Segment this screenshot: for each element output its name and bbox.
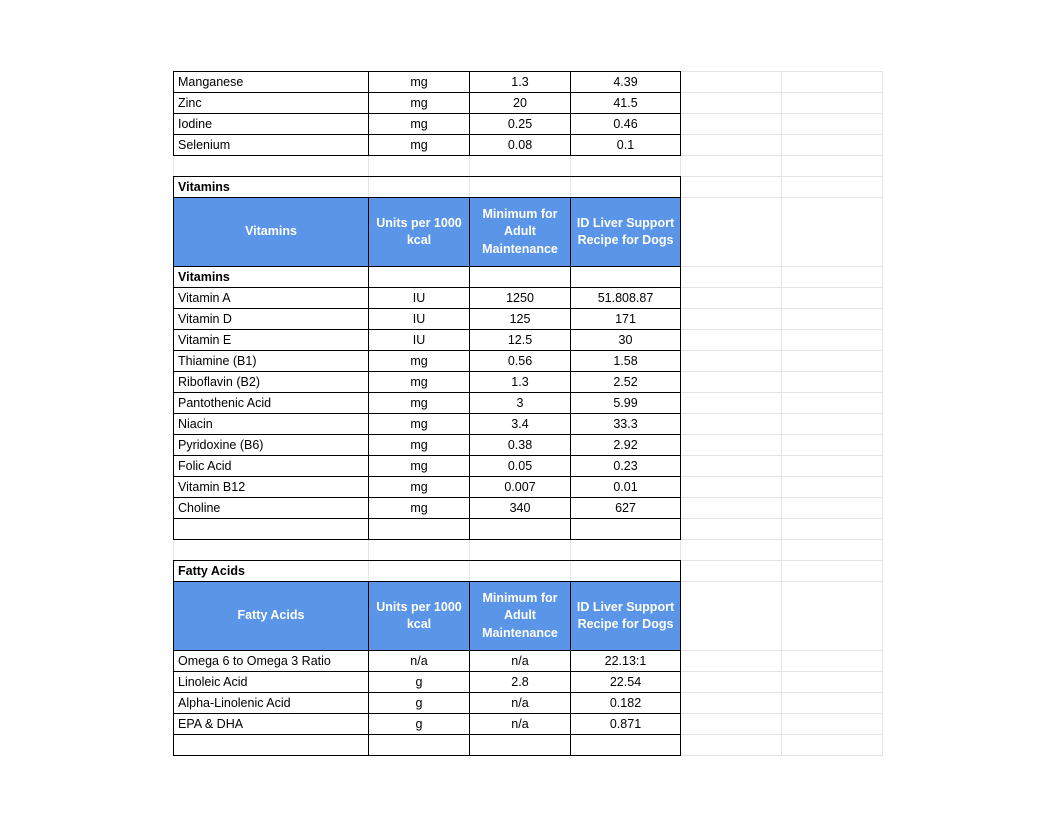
unit-cell: mg [410, 395, 428, 410]
unit-cell: mg [410, 74, 428, 89]
header-recipe-column: ID Liver Support Recipe for Dogs [576, 215, 675, 247]
cell-border [680, 308, 681, 330]
header-units-column: Units per 1000 kcal [376, 215, 462, 247]
cell-border [469, 518, 470, 540]
unit-cell: mg [410, 479, 428, 494]
minimum-cell: 340 [509, 500, 531, 515]
cell-border [173, 734, 681, 735]
row-label: EPA & DHA [178, 716, 244, 731]
cell-border [368, 734, 369, 756]
header-name-column: Fatty Acids [237, 608, 305, 623]
row-label: Thiamine (B1) [178, 353, 257, 368]
cell-border [680, 371, 681, 393]
row-label: Vitamin A [178, 290, 231, 305]
recipe-value-cell: 627 [615, 500, 636, 515]
minimum-cell: 1.3 [511, 74, 529, 89]
cell-border [680, 497, 681, 519]
recipe-value-cell: 2.92 [613, 437, 638, 452]
unit-cell: g [415, 716, 423, 731]
row-label: Riboflavin (B2) [178, 374, 260, 389]
cell-border [570, 266, 571, 288]
unit-cell: g [415, 674, 423, 689]
header-recipe-column: ID Liver Support Recipe for Dogs [576, 599, 675, 631]
cell-border [680, 287, 681, 309]
row-label: Vitamin B12 [178, 479, 246, 494]
cell-border [173, 734, 174, 756]
recipe-value-cell: 171 [615, 311, 636, 326]
minimum-cell: 0.08 [507, 137, 533, 152]
row-label: Linoleic Acid [178, 674, 248, 689]
cell-border [680, 476, 681, 498]
cell-border [368, 518, 369, 540]
unit-cell: mg [410, 95, 428, 110]
minimum-cell: 2.8 [511, 674, 529, 689]
grid-line [781, 71, 782, 755]
cell-border [680, 197, 681, 267]
cell-border [173, 539, 681, 540]
recipe-value-cell: 0.182 [609, 695, 642, 710]
cell-border [680, 266, 681, 288]
unit-cell: mg [410, 416, 428, 431]
cell-border [173, 518, 174, 540]
unit-cell: mg [410, 437, 428, 452]
minimum-cell: 0.007 [504, 479, 536, 494]
cell-border [680, 455, 681, 477]
unit-cell: mg [410, 137, 428, 152]
minimum-cell: 125 [509, 311, 531, 326]
minimum-cell: 0.05 [507, 458, 533, 473]
row-label: Omega 6 to Omega 3 Ratio [178, 653, 331, 668]
cell-border [570, 518, 571, 540]
cell-border [680, 350, 681, 372]
minimum-cell: 0.56 [507, 353, 533, 368]
header-minimum-column: Minimum for Adult Maintenance [482, 591, 558, 640]
row-label: Manganese [178, 74, 244, 89]
cell-border [680, 71, 681, 93]
unit-cell: mg [410, 353, 428, 368]
recipe-value-cell: 0.1 [616, 137, 635, 152]
cell-border [680, 560, 681, 582]
cell-border [680, 671, 681, 693]
cell-border [680, 434, 681, 456]
minimum-cell: 1.3 [511, 374, 529, 389]
recipe-value-cell: 4.39 [613, 74, 638, 89]
minimum-cell: 12.5 [507, 332, 533, 347]
recipe-value-cell: 22.54 [609, 674, 642, 689]
row-label: Selenium [178, 137, 231, 152]
minimum-cell: n/a [511, 695, 529, 710]
cell-border [469, 266, 470, 288]
vitamins-subheading: Vitamins [178, 269, 230, 284]
row-label: Niacin [178, 416, 213, 431]
recipe-value-cell: 0.871 [609, 716, 642, 731]
cell-border [173, 155, 681, 156]
cell-border [680, 113, 681, 135]
recipe-value-cell: 2.52 [613, 374, 638, 389]
minimum-cell: 20 [513, 95, 527, 110]
fatty-acids-section-title: Fatty Acids [178, 563, 245, 578]
cell-border [680, 692, 681, 714]
recipe-value-cell: 51.808.87 [597, 290, 654, 305]
grid-line [882, 71, 883, 755]
recipe-value-cell: 33.3 [613, 416, 638, 431]
row-label: Pantothenic Acid [178, 395, 272, 410]
header-minimum-column: Minimum for Adult Maintenance [482, 207, 558, 256]
minimum-cell: 0.25 [507, 116, 533, 131]
cell-border [680, 392, 681, 414]
cell-border [680, 734, 681, 756]
recipe-value-cell: 0.23 [613, 458, 638, 473]
row-label: Vitamin D [178, 311, 232, 326]
row-label: Choline [178, 500, 221, 515]
cell-border [469, 734, 470, 756]
minimum-cell: 1250 [506, 290, 534, 305]
recipe-value-cell: 22.13:1 [604, 653, 647, 668]
minimum-cell: 3.4 [511, 416, 529, 431]
vitamins-section-title: Vitamins [178, 179, 230, 194]
row-label: Zinc [178, 95, 202, 110]
unit-cell: n/a [410, 653, 428, 668]
cell-border [680, 518, 681, 540]
recipe-value-cell: 0.46 [613, 116, 638, 131]
unit-cell: mg [410, 116, 428, 131]
minimum-cell: 3 [516, 395, 524, 410]
unit-cell: g [415, 695, 423, 710]
cell-border [680, 134, 681, 156]
unit-cell: IU [412, 290, 426, 305]
recipe-value-cell: 1.58 [613, 353, 638, 368]
header-name-column: Vitamins [245, 224, 297, 239]
unit-cell: mg [410, 458, 428, 473]
cell-border [680, 329, 681, 351]
recipe-value-cell: 41.5 [613, 95, 638, 110]
unit-cell: IU [412, 332, 426, 347]
row-label: Folic Acid [178, 458, 232, 473]
cell-border [680, 581, 681, 651]
cell-border [173, 755, 572, 756]
header-units-column: Units per 1000 kcal [376, 599, 462, 631]
cell-border [680, 176, 681, 198]
minimum-cell: n/a [511, 716, 529, 731]
cell-border [680, 713, 681, 735]
row-label: Iodine [178, 116, 213, 131]
minimum-cell: 0.38 [507, 437, 533, 452]
recipe-value-cell: 0.01 [613, 479, 638, 494]
cell-border [173, 518, 681, 519]
cell-border [680, 92, 681, 114]
row-label: Vitamin E [178, 332, 232, 347]
cell-border [570, 734, 571, 756]
row-label: Pyridoxine (B6) [178, 437, 264, 452]
unit-cell: IU [412, 311, 426, 326]
cell-border [680, 650, 681, 672]
unit-cell: mg [410, 374, 428, 389]
cell-border [680, 413, 681, 435]
recipe-value-cell: 5.99 [613, 395, 638, 410]
cell-border [368, 266, 369, 288]
row-label: Alpha-Linolenic Acid [178, 695, 291, 710]
unit-cell: mg [410, 500, 428, 515]
recipe-value-cell: 30 [618, 332, 633, 347]
minimum-cell: n/a [511, 653, 529, 668]
